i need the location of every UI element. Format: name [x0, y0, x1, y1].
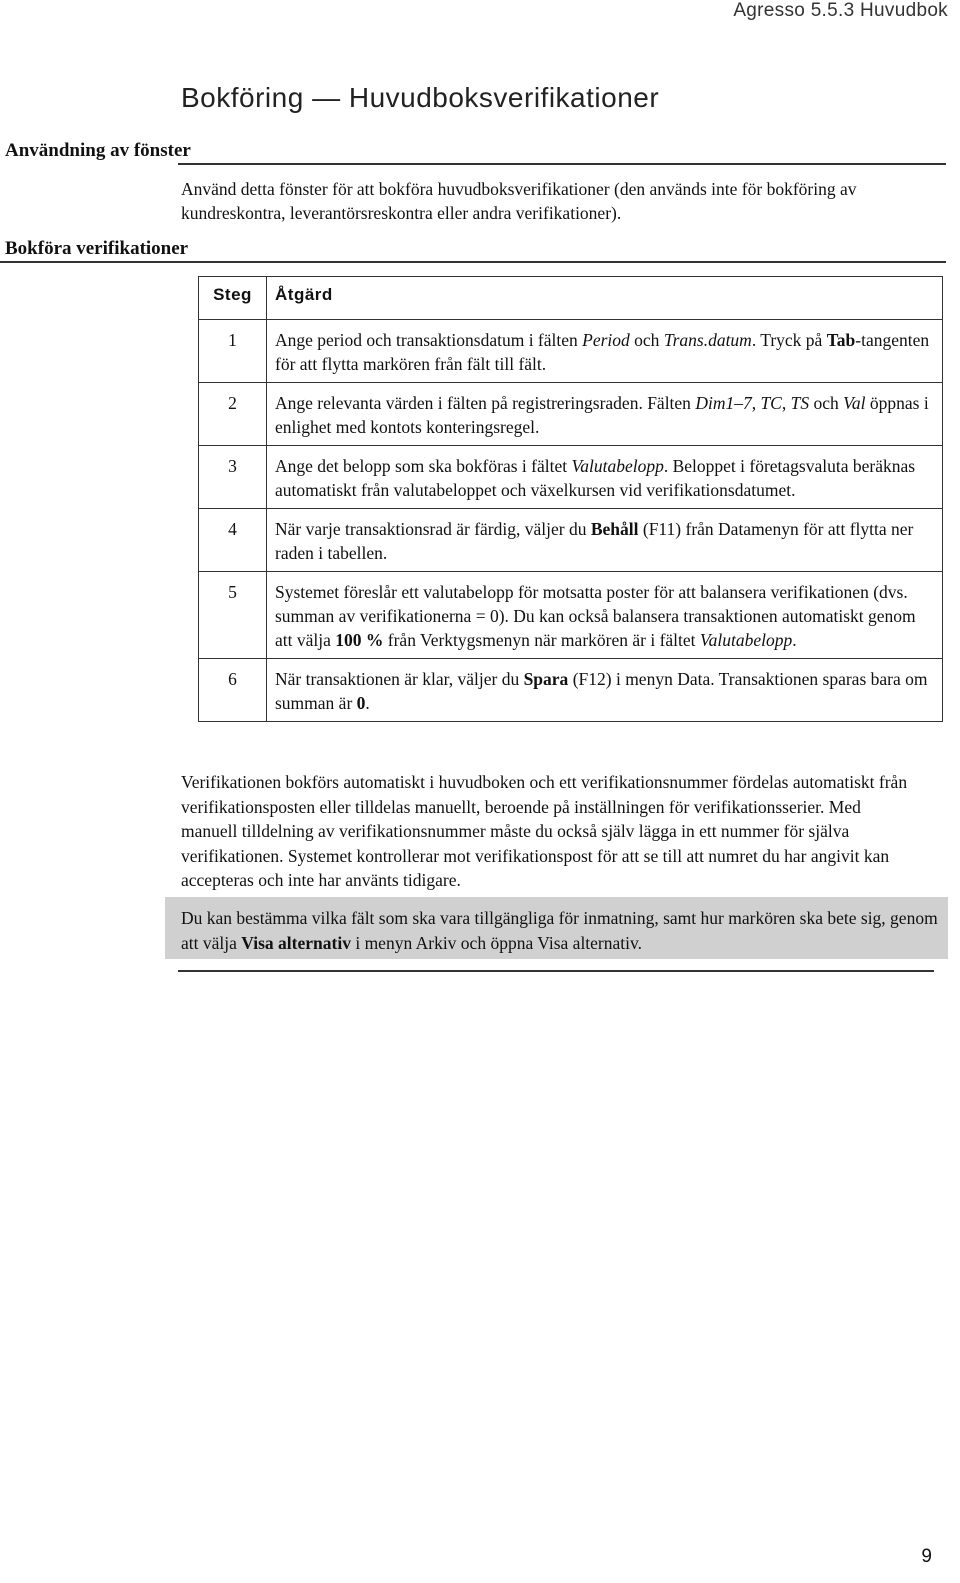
step-row [199, 572, 943, 659]
step-row [199, 446, 943, 509]
text-segment: Systemet föreslår ett valutabelopp för motsatta poster för att balansera verifikationen (dvs. summan av verifikationerna = 0). Du kan också balansera transaktionen automatiskt genom att välja [275, 582, 916, 650]
step-action [267, 572, 943, 659]
text-segment: och [809, 393, 844, 413]
text-segment: . [365, 693, 370, 713]
text-segment: Du kan bestämma vilka fält som ska vara tillgängliga för inmatning, samt hur markören ska bete sig, genom att välja [181, 908, 938, 953]
field-name: Dim1–7 [695, 393, 752, 413]
text-segment: När transaktionen är klar, väljer du [275, 669, 524, 689]
step-action [267, 320, 943, 383]
step-number: 3 [199, 446, 267, 509]
text-segment: öppnas i enlighet med kontots konteringsregel. [275, 393, 929, 437]
page-title: Bokföring — Huvudboksverifikationer [181, 82, 660, 113]
text-segment: (F12) i menyn Data. Transaktionen sparas bara om summan är [275, 669, 928, 713]
step-action [267, 509, 943, 572]
text-segment: När varje transaktionsrad är färdig, väljer du [275, 519, 591, 539]
field-name: Period [582, 330, 630, 350]
steps-table [198, 276, 943, 722]
step-action [267, 446, 943, 509]
running-header: Agresso 5.5.3 Huvudbok [733, 0, 948, 21]
text-segment: (F11) från Datamenyn för att flytta ner raden i tabellen. [275, 519, 914, 563]
step-action [267, 383, 943, 446]
side-heading-usage: Användning av fönster [5, 140, 191, 161]
column-header-step: Steg [199, 277, 267, 320]
field-name: Valutabelopp [699, 630, 793, 650]
emphasis-text: 100 % [335, 630, 384, 650]
text-segment: . [792, 630, 797, 650]
text-segment: . Beloppet i företagsvaluta beräknas automatiskt från valutabeloppet och växelkursen vid verifikationsdatumet. [275, 456, 916, 500]
field-name: Trans.datum [663, 330, 752, 350]
text-segment: från Verktygsmenyn när markören är i fältet [383, 630, 700, 650]
section-divider [0, 261, 946, 263]
step-number: 4 [199, 509, 267, 572]
field-name: TC [760, 393, 782, 413]
intro-paragraph: Använd detta fönster för att bokföra huvudboksverifikationer (den används inte för bokföring av kundreskontra, leverantörsreskontra eller andra verifikationer). [181, 179, 857, 223]
body-paragraph: Verifikationen bokförs automatiskt i huvudboken och ett verifikationsnummer fördelas automatiskt från verifikationsposten eller tilldelas manuellt, beroende på inställningen för verifikationsserier. Med manuell tilldelning av verifikationsnummer måste du också själv lägga in ett nummer för själva verifikationen. Systemet kontrollerar mot verifikationspost för att se till att numret du har angivit kan accepteras och inte har använts tidigare. [181, 772, 908, 890]
text-segment: Ange relevanta värden i fälten på registreringsraden. Fälten [275, 393, 696, 413]
step-number: 5 [199, 572, 267, 659]
step-action [267, 659, 943, 722]
text-segment: Ange det belopp som ska bokföras i fältet [275, 456, 572, 476]
column-header-action: Åtgärd [267, 277, 943, 320]
title-divider [178, 163, 946, 165]
side-heading-posting: Bokföra verifikationer [5, 238, 189, 259]
text-segment: i menyn Arkiv och öppna Visa alternativ. [350, 932, 642, 953]
step-row [199, 383, 943, 446]
field-name: Val [843, 393, 866, 413]
step-row [199, 509, 943, 572]
emphasis-text: Tab [826, 330, 856, 350]
step-row [199, 659, 943, 722]
step-row [199, 320, 943, 383]
text-segment: och [629, 330, 664, 350]
emphasis-text: Spara [523, 669, 569, 689]
page-number: 9 [921, 1546, 932, 1567]
text-segment: , [781, 393, 791, 413]
emphasis-text: Behåll [590, 519, 639, 539]
text-segment: Ange period och transaktionsdatum i fälten [275, 330, 583, 350]
emphasis-text: Visa alternativ [241, 932, 351, 953]
step-number: 1 [199, 320, 267, 383]
step-number: 6 [199, 659, 267, 722]
steps-table-header [199, 277, 943, 320]
emphasis-text: 0 [356, 693, 366, 713]
text-segment: -tangenten för att flytta markören från fält till fält. [275, 330, 930, 374]
field-name: TS [790, 393, 810, 413]
field-name: Valutabelopp [571, 456, 664, 476]
step-number: 2 [199, 383, 267, 446]
text-segment: , [751, 393, 761, 413]
steps-table-body [199, 320, 943, 722]
note-text [181, 906, 946, 955]
bottom-divider [178, 970, 934, 972]
text-segment: . Tryck på [751, 330, 827, 350]
